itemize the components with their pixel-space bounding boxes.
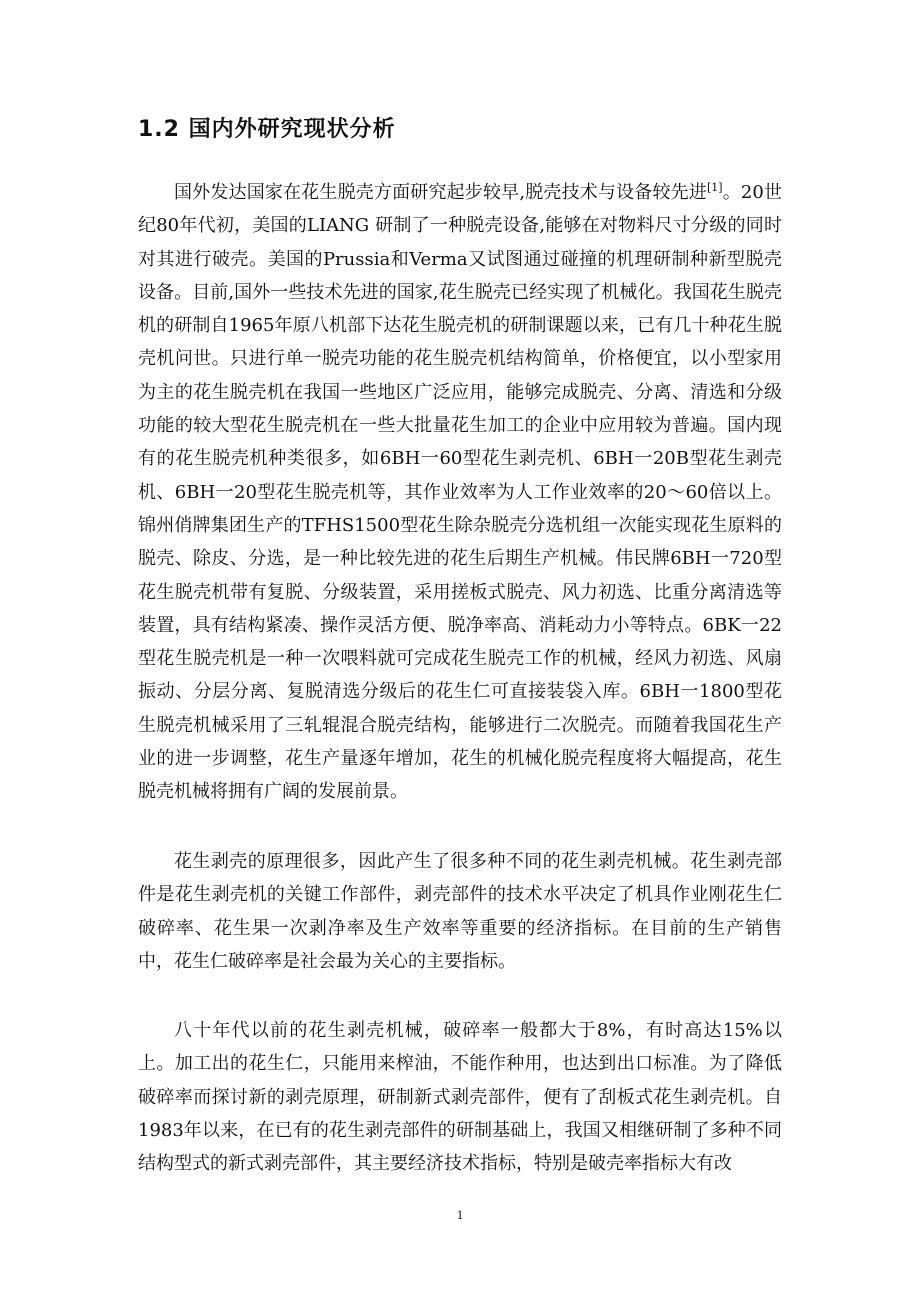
paragraph-1 [138,176,782,809]
section-heading: 1.2 国内外研究现状分析 [138,117,396,142]
paragraph-3: 八十年代以前的花生剥壳机械，破碎率一般都大于8%，有时高达15%以上。加工出的花生仁，只能用来榨油，不能作种用，也达到出口标准。为了降低破碎率而探讨新的剥壳原理，研制新式剥壳部件，便有了刮板式花生剥壳机。自1983年以来，在已有的花生剥壳部件的研制基础上，我国又相继研制了多种不同结构型式的新式剥壳部件，其主要经济技术指标，特别是破壳率指标大有改 [138,1020,782,1175]
paragraph-2: 花生剥壳的原理很多，因此产生了很多种不同的花生剥壳机械。花生剥壳部件是花生剥壳机的关键工作部件，剥壳部件的技术水平决定了机具作业刚花生仁破碎率、花生果一次剥净率及生产效率等重要的经济指标。在目前的生产销售中，花生仁破碎率是社会最为关心的主要指标。 [138,851,782,972]
page-number: 1 [456,1207,464,1222]
citation-reference: [1] [706,181,723,194]
paragraph-1-text-a: 国外发达国家在花生脱壳方面研究起步较早,脱壳技术与设备较先进 [174,182,707,203]
paragraph-1-text-b: 。20世纪80年代初，美国的LIANG 研制了一种脱壳设备,能够在对物料尺寸分级的同时对其进行破壳。美国的Prussia和Verma又试图通过碰撞的机理研制种新型脱壳设备。目前,国外一些技术先进的国家,花生脱壳已经实现了机械化。我国花生脱壳机的研制自1965年原八机部下达花生脱壳机的研制课题以来，已有几十种花生脱壳机问世。只进行单一脱壳功能的花生脱壳机结构简单，价格便宜，以小型家用为主的花生脱壳机在我国一些地区广泛应用，能够完成脱壳、分离、清选和分级功能的较大型花生脱壳机在一些大批量花生加工的企业中应用较为普遍。国内现有的花生脱壳机种类很多，如6BH一60型花生剥壳机、6BH一20B型花生剥壳机、6BH一20型花生脱壳机等，其作业效率为人工作业效率的20～60倍以上。锦州俏牌集团生产的TFHS1500型花生除杂脱壳分选机组一次能实现花生原料的脱壳、除皮、分选，是一种比较先进的花生后期生产机械。伟民牌6BH一720型花生脱壳机带有复脱、分级装置，采用搓板式脱壳、风力初选、比重分离清选等装置，具有结构紧凑、操作灵活方便、脱净率高、消耗动力小等特点。6BK一22型花生脱壳机是一种一次喂料就可完成花生脱壳工作的机械，经风力初选、风扇振动、分层分离、复脱清选分级后的花生仁可直接装袋入库。6BH一1800型花生脱壳机械采用了三轧辊混合脱壳结构，能够进行二次脱壳。而随着我国花生产业的进一步调整，花生产量逐年增加，花生的机械化脱壳程度将大幅提高，花生脱壳机械将拥有广阔的发展前景。 [138,182,783,803]
